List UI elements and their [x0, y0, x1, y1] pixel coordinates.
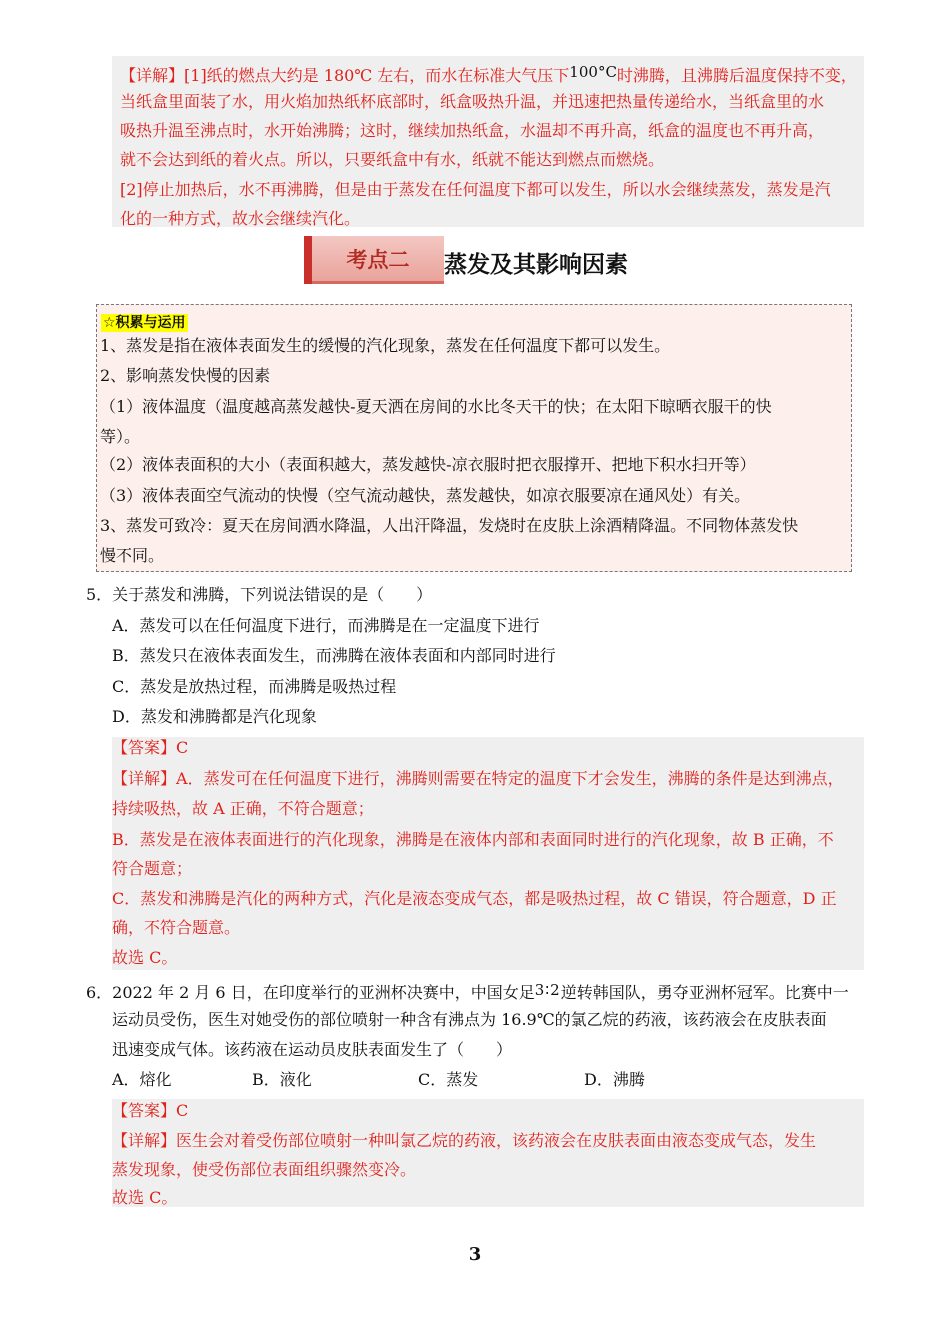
detail1-line-1: 【详解】[1]纸的燃点大约是 180℃ 左右，而水在标准大气压下100°C时沸腾，且沸腾后温度保持不变， — [120, 63, 857, 85]
knowledge-line-2: 2、影响蒸发快慢的因素 — [100, 366, 271, 385]
q5-detail-line-5: C．蒸发和沸腾是汽化的两种方式，汽化是液态变成气态，都是吸热过程，故 C 错误，符合题意，D 正 — [112, 889, 837, 908]
q5-detail-line-3: B．蒸发是在液体表面进行的汽化现象，沸腾是在液体内部和表面同时进行的汽化现象，故 B 正确，不 — [112, 830, 834, 849]
detail1-line-4: 就不会达到纸的着火点。所以，只要纸盒中有水，纸就不能达到燃点而燃烧。 — [120, 150, 665, 169]
q5-detail-line-1: 【详解】A．蒸发可在任何温度下进行，沸腾则需要在特定的温度下才会发生，沸腾的条件是达到沸点， — [112, 769, 844, 788]
heading-label: 考点二 — [312, 236, 444, 284]
q5-answer: 【答案】C — [112, 738, 189, 757]
q6-option-d: D．沸腾 — [584, 1070, 645, 1089]
knowledge-line-1: 1、蒸发是指在液体表面发生的缓慢的汽化现象，蒸发在任何温度下都可以发生。 — [100, 336, 671, 355]
q6-detail-line-3: 故选 C。 — [112, 1188, 178, 1207]
detail1-line-5: [2]停止加热后，水不再沸腾，但是由于蒸发在任何温度下都可以发生，所以水会继续蒸发，蒸发是汽 — [120, 180, 831, 199]
page-number: 3 — [468, 1244, 482, 1265]
q5-stem: 5．关于蒸发和沸腾，下列说法错误的是（ ） — [86, 585, 433, 604]
knowledge-line-3: （1）液体温度（温度越高蒸发越快-夏天洒在房间的水比冬天干的快；在太阳下晾晒衣服干的快 — [100, 397, 772, 416]
q6-option-b: B．液化 — [252, 1070, 312, 1089]
q6-detail-line-1: 【详解】医生会对着受伤部位喷射一种叫氯乙烷的药液，该药液会在皮肤表面由液态变成气态，发生 — [112, 1131, 817, 1150]
q6-stem-line-1: 6．2022 年 2 月 6 日，在印度举行的亚洲杯决赛中，中国女足3∶2逆转韩国队，勇夺亚洲杯冠军。比赛中一 — [86, 981, 849, 1002]
q6-option-a: A．熔化 — [112, 1070, 172, 1089]
heading-title: 蒸发及其影响因素 — [444, 252, 628, 278]
detail1-line-6: 化的一种方式，故水会继续汽化。 — [120, 209, 361, 228]
knowledge-line-5: （2）液体表面积的大小（表面积越大，蒸发越快-凉衣服时把衣服撑开、把地下积水扫开等） — [100, 455, 756, 474]
knowledge-line-4: 等）。 — [100, 427, 141, 446]
detail1-line-3: 吸热升温至沸点时，水开始沸腾；这时，继续加热纸盒，水温却不再升高，纸盒的温度也不再升高， — [120, 121, 825, 140]
q5-detail-line-4: 符合题意； — [112, 859, 193, 878]
q6-answer: 【答案】C — [112, 1101, 189, 1120]
detail1-line-2: 当纸盒里面装了水，用火焰加热纸杯底部时，纸盒吸热升温，并迅速把热量传递给水，当纸盒里的水 — [120, 92, 825, 111]
q6-stem-line-2: 运动员受伤，医生对她受伤的部位喷射一种含有沸点为 16.9℃的氯乙烷的药液，该药液会在皮肤表面 — [112, 1010, 827, 1029]
q6-stem-line-3: 迅速变成气体。该药液在运动员皮肤表面发生了（ ） — [112, 1040, 513, 1059]
q5-option-a: A．蒸发可以在任何温度下进行，而沸腾是在一定温度下进行 — [112, 616, 540, 635]
knowledge-line-8: 慢不同。 — [100, 546, 165, 565]
q6-detail-line-2: 蒸发现象，使受伤部位表面组织骤然变冷。 — [112, 1160, 417, 1179]
q5-detail-line-6: 确，不符合题意。 — [112, 918, 241, 937]
q6-option-c: C．蒸发 — [418, 1070, 479, 1089]
knowledge-line-7: 3、蒸发可致冷：夏天在房间洒水降温，人出汗降温，发烧时在皮肤上涂酒精降温。不同物体蒸发快 — [100, 516, 799, 535]
section-heading — [304, 236, 664, 284]
q5-option-b: B．蒸发只在液体表面发生，而沸腾在液体表面和内部同时进行 — [112, 646, 556, 665]
knowledge-label: ☆积累与运用 — [103, 315, 186, 331]
q5-option-d: D．蒸发和沸腾都是汽化现象 — [112, 707, 317, 726]
heading-accent-bar — [304, 236, 312, 284]
q5-detail-line-2: 持续吸热，故 A 正确，不符合题意； — [112, 799, 374, 818]
q6-answer-block — [112, 1099, 864, 1207]
temperature-value: 100°C — [569, 63, 617, 81]
knowledge-line-6: （3）液体表面空气流动的快慢（空气流动越快，蒸发越快，如凉衣服要凉在通风处）有关。 — [100, 486, 751, 505]
q6-score: 3∶2 — [534, 981, 561, 999]
q5-detail-line-7: 故选 C。 — [112, 948, 178, 967]
q5-option-c: C．蒸发是放热过程，而沸腾是吸热过程 — [112, 677, 397, 696]
